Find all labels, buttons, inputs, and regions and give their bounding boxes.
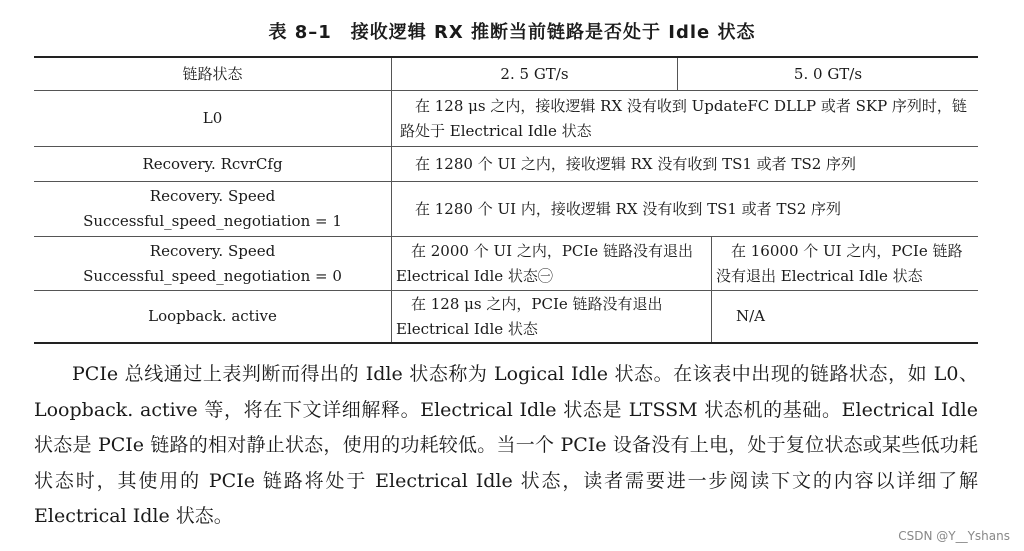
table-caption: 表 8–1 接收逻辑 RX 推断当前链路是否处于 Idle 状态: [268, 22, 756, 43]
table-bottom-rule: [34, 342, 978, 344]
cell-text: 在 16000 个 UI 之内，PCIe 链路没有退出 Electrical Idle 状态: [716, 241, 963, 285]
cell-text: 在 1280 个 UI 之内，接收逻辑 RX 没有收到 TS1 或者 TS2 序列: [415, 154, 857, 173]
header-link-state: 链路状态: [182, 64, 243, 83]
cell-text: Recovery. Speed Successful_speed_negotiation = 1: [83, 187, 342, 230]
table-row-gen1: [400, 147, 972, 181]
table-row-state: [34, 237, 391, 290]
col-divider: [391, 58, 392, 342]
table-row-gen1: [396, 291, 708, 342]
cell-text: 在 2000 个 UI 之内，PCIe 链路没有退出 Electrical Idle 状态㊀: [396, 241, 693, 285]
cell-text: 在 128 μs 之内，PCIe 链路没有退出 Electrical Idle 状态: [396, 294, 663, 338]
table-row-state: [34, 182, 391, 236]
cell-text: N/A: [736, 307, 766, 325]
table-row-state: Loopback. active: [148, 307, 277, 325]
cell-text: 在 1280 个 UI 内，接收逻辑 RX 没有收到 TS1 或者 TS2 序列: [415, 199, 842, 218]
table-row-gen1: [396, 237, 708, 290]
watermark: CSDN @Y__Yshans: [898, 529, 1010, 543]
col-divider: [711, 236, 712, 342]
header-5-0gts: 5. 0 GT/s: [793, 64, 863, 83]
table-row-gen1: [400, 91, 972, 146]
table-row-gen2: [716, 237, 974, 290]
cell-text: Recovery. Speed Successful_speed_negotiation = 0: [83, 241, 342, 285]
cell-text: 在 128 μs 之内，接收逻辑 RX 没有收到 UpdateFC DLLP 或者 SKP 序列时，链路处于 Electrical Idle 状态: [400, 96, 967, 140]
table-row-state: L0: [202, 109, 223, 127]
table-row-gen1: [400, 182, 972, 236]
body-paragraph: PCIe 总线通过上表判断而得出的 Idle 状态称为 Logical Idle 状态。在该表中出现的链路状态，如 L0、Loopback. active 等，将在下文详细解释。Electrical Idle 状态是 LTSSM 状态机的基础。Electrical Idle 状态是 PCIe 链路的相对静止状态，使用的功耗较低。当一个 PCIe 设备没有上电，处于复位状态或某些低功耗状态时，其使用的 PCIe 链路将处于 Electrical Idle 状态，读者需要进一步阅读下文的内容以详细了解 Electrical Idle 状态。: [34, 363, 978, 527]
table-row-gen2: [716, 291, 974, 342]
table-row-state: Recovery. RcvrCfg: [142, 154, 283, 173]
header-2-5gts: 2. 5 GT/s: [500, 64, 569, 83]
